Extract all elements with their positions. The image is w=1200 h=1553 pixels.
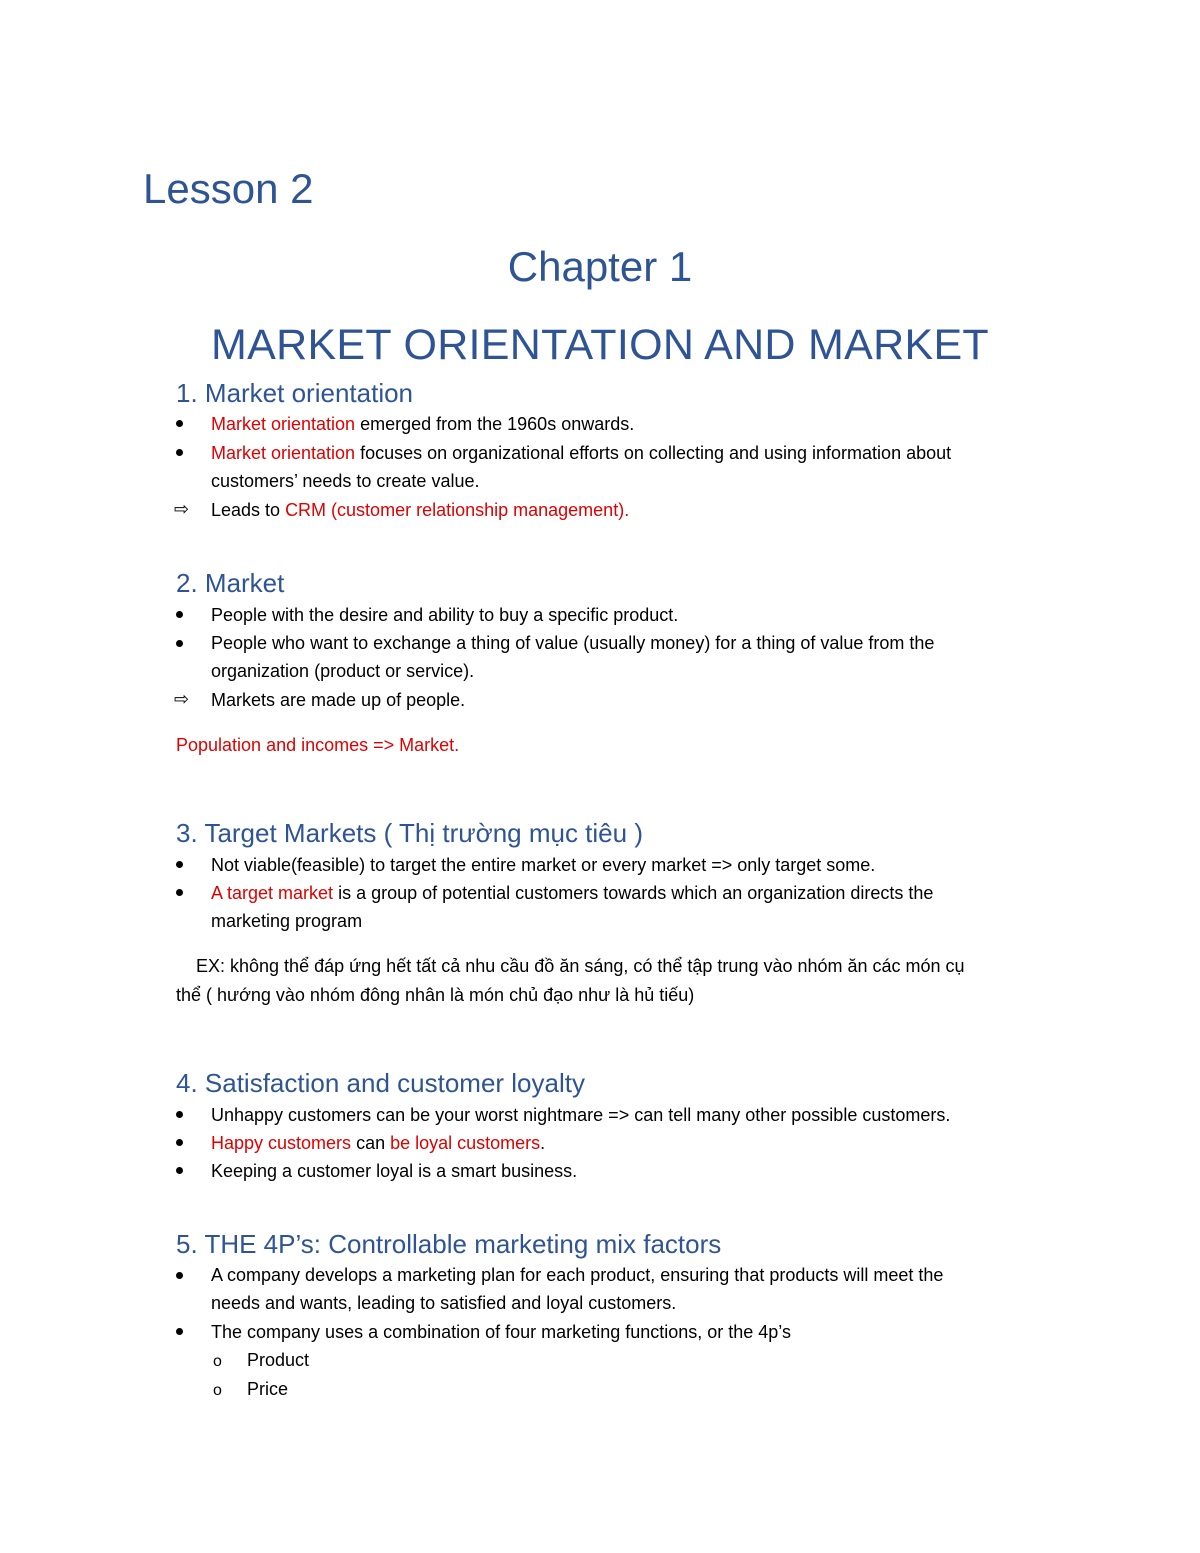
list-item-continuation: needs and wants, leading to satisfied and loyal customers. bbox=[211, 1293, 677, 1313]
item-text: can bbox=[351, 1133, 391, 1153]
sub-list-item-product: Product bbox=[247, 1350, 310, 1370]
bullet-icon bbox=[176, 420, 183, 427]
list-item-continuation: organization (product or service). bbox=[211, 661, 475, 681]
section-heading-market-orientation: 1. Market orientation bbox=[176, 378, 414, 408]
section-heading-satisfaction-loyalty: 4. Satisfaction and customer loyalty bbox=[176, 1068, 585, 1098]
emphasis-text: be loyal customers bbox=[390, 1133, 541, 1153]
example-text-continuation: thể ( hướng vào nhóm đông nhân là món chủ đạo như là hủ tiếu) bbox=[176, 985, 695, 1005]
emphasis-text: Market orientation bbox=[211, 414, 356, 434]
highlight-note: Population and incomes => Market. bbox=[176, 735, 460, 755]
list-item-continuation: customers’ needs to create value. bbox=[211, 471, 480, 491]
arrow-item bbox=[211, 496, 629, 524]
bullet-icon bbox=[176, 1328, 183, 1335]
bullet-icon bbox=[176, 1139, 183, 1146]
list-item-continuation: marketing program bbox=[211, 911, 363, 931]
item-text: Leads to bbox=[211, 500, 286, 520]
item-text: emerged from the 1960s onwards. bbox=[355, 414, 635, 434]
lesson-title: Lesson 2 bbox=[143, 165, 314, 212]
list-item: Keeping a customer loyal is a smart business. bbox=[211, 1161, 578, 1181]
list-item bbox=[211, 1129, 545, 1157]
bullet-icon bbox=[176, 640, 183, 647]
sub-bullet-icon: o bbox=[213, 1353, 222, 1370]
bullet-icon bbox=[176, 449, 183, 456]
list-item: Unhappy customers can be your worst nightmare => can tell many other possible customers. bbox=[211, 1105, 951, 1125]
arrow-icon: ⇨ bbox=[174, 499, 190, 519]
arrow-icon: ⇨ bbox=[174, 689, 190, 709]
bullet-icon bbox=[176, 1272, 183, 1279]
list-item: People with the desire and ability to buy a specific product. bbox=[211, 605, 679, 625]
example-text: EX: không thể đáp ứng hết tất cả nhu cầu đồ ăn sáng, có thể tập trung vào nhóm ăn các món cụ bbox=[196, 956, 965, 976]
list-item bbox=[211, 439, 951, 467]
list-item: Not viable(feasible) to target the entire market or every market => only target some. bbox=[211, 855, 876, 875]
item-text: . bbox=[540, 1133, 546, 1153]
bullet-icon bbox=[176, 611, 183, 618]
item-text: is a group of potential customers towards which an organization directs the bbox=[333, 883, 934, 903]
list-item bbox=[211, 410, 634, 438]
section-heading-target-markets: 3. Target Markets ( Thị trường mục tiêu ) bbox=[176, 818, 643, 848]
emphasis-text: Market orientation bbox=[211, 443, 356, 463]
sub-list-item-price: Price bbox=[247, 1379, 289, 1399]
document-title: MARKET ORIENTATION AND MARKET bbox=[211, 321, 989, 369]
bullet-icon bbox=[176, 1167, 183, 1174]
chapter-title: Chapter 1 bbox=[507, 243, 693, 290]
list-item: People who want to exchange a thing of value (usually money) for a thing of value from the bbox=[211, 633, 935, 653]
list-item: A company develops a marketing plan for each product, ensuring that products will meet the bbox=[211, 1265, 944, 1285]
section-heading-4ps: 5. THE 4P’s: Controllable marketing mix factors bbox=[176, 1229, 722, 1259]
bullet-icon bbox=[176, 889, 183, 896]
emphasis-text: CRM (customer relationship management). bbox=[285, 500, 630, 520]
section-heading-market: 2. Market bbox=[176, 568, 285, 598]
emphasis-text: A target market bbox=[211, 883, 334, 903]
list-item: The company uses a combination of four marketing functions, or the 4p’s bbox=[211, 1322, 791, 1342]
item-text: focuses on organizational efforts on collecting and using information about bbox=[355, 443, 952, 463]
sub-bullet-icon: o bbox=[213, 1382, 222, 1399]
arrow-item: Markets are made up of people. bbox=[211, 690, 466, 710]
bullet-icon bbox=[176, 1111, 183, 1118]
bullet-icon bbox=[176, 861, 183, 868]
list-item bbox=[211, 879, 933, 907]
emphasis-text: Happy customers bbox=[211, 1133, 352, 1153]
